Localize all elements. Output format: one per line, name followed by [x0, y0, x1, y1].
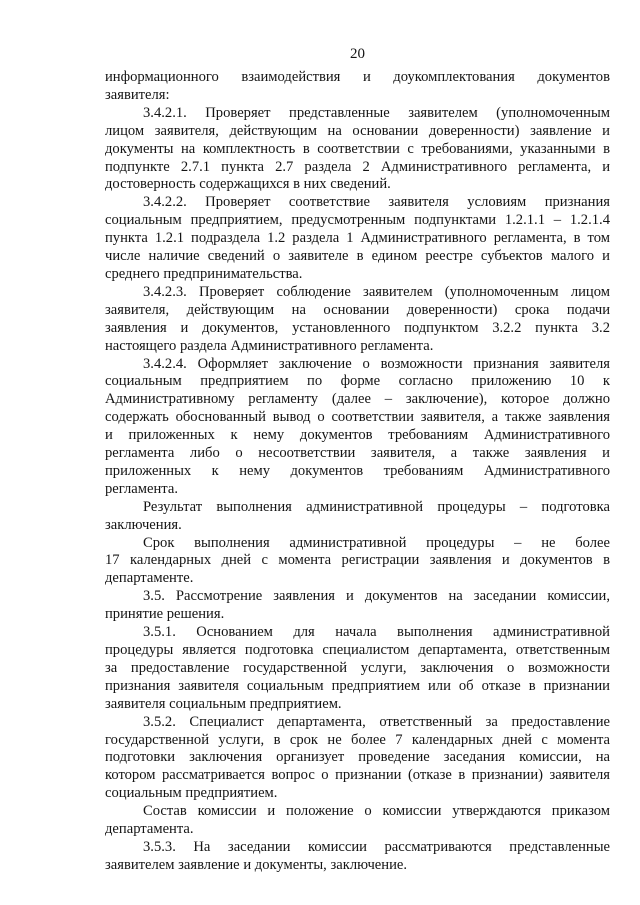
text-line: Срок выполнения административной процедуры – не более: [143, 534, 610, 551]
text-line: процедуры является подготовка специалистом департамента, ответственным: [105, 642, 610, 658]
text-line: документы на комплектность в соответствии с требованиями, указанными в: [105, 140, 610, 157]
paragraph: [105, 535, 610, 589]
text-line: социальным предприятием по форме согласно приложению 10 к: [105, 373, 610, 390]
paragraph: [105, 803, 610, 839]
text-line: числе наличие сведений о заявителе в едином реестре субъектов малого и: [105, 248, 610, 265]
text-line: регламента либо о несоответствии заявителя, а также заявления и: [105, 445, 610, 462]
text-line: за предоставление государственной услуги, заключения о возможности: [105, 659, 610, 676]
text-line: Результат выполнения административной процедуры – подготовка: [143, 498, 610, 515]
text-line: 3.4.2.4. Оформляет заключение о возможности признания заявителя: [143, 355, 610, 372]
text-line: заявителя, действующим на основании доверенности) срока подачи: [105, 301, 610, 318]
text-line: 3.4.2.1. Проверяет представленные заявителем (уполномоченным: [143, 104, 610, 121]
paragraph: [105, 69, 610, 105]
paragraph: [105, 356, 610, 499]
paragraph: [105, 284, 610, 356]
text-line: департамента.: [105, 821, 194, 838]
text-line: 3.5. Рассмотрение заявления и документов на заседании комиссии,: [143, 588, 610, 605]
text-line: и приложенных к нему документов требованиям Административного: [105, 427, 610, 444]
text-line: 17 календарных дней с момента регистрации заявления и документов в: [105, 552, 610, 569]
text-line: социальным предприятием, предусмотренным подпунктами 1.2.1.1 – 1.2.1.4: [105, 212, 610, 229]
text-line: среднего предпринимательства.: [105, 265, 303, 282]
paragraph: [105, 588, 610, 624]
text-line: информационного взаимодействия и доукомплектования документов: [105, 69, 610, 85]
text-line: регламента.: [105, 480, 178, 497]
text-line: департаменте.: [105, 570, 194, 587]
text-line: признания заявителя социальным предприятием или об отказе в признании: [105, 677, 610, 694]
text-line: подпункте 2.7.1 пункта 2.7 раздела 2 Административного регламента, и: [105, 158, 610, 175]
text-line: заключения.: [105, 516, 182, 533]
text-line: 3.4.2.2. Проверяет соответствие заявителя условиям признания: [143, 194, 610, 211]
page-number: 20: [350, 46, 365, 62]
text-line: принятие решения.: [105, 606, 225, 623]
text-line: Административному регламенту (далее – заключение), которое должно: [105, 391, 610, 408]
text-line: достоверность содержащихся в них сведений.: [105, 176, 391, 193]
paragraph: [105, 194, 610, 284]
paragraph: [105, 714, 610, 804]
text-line: настоящего раздела Административного регламента.: [105, 337, 434, 354]
body-text: [105, 69, 610, 875]
text-line: 3.4.2.3. Проверяет соблюдение заявителем (уполномоченным лицом: [143, 283, 610, 300]
text-line: содержать обоснованный вывод о соответствии заявителя, а также заявления: [105, 409, 610, 426]
text-line: заявителя социальным предприятием.: [105, 695, 342, 712]
text-line: заявления и документов, установленного подпунктом 3.2.2 пункта 3.2: [105, 319, 610, 336]
paragraph: [105, 499, 610, 535]
paragraph: [105, 105, 610, 195]
text-line: пункта 1.2.1 подраздела 1.2 раздела 1 Административного регламента, в том: [105, 230, 610, 247]
text-line: 3.5.3. На заседании комиссии рассматриваются представленные: [143, 838, 610, 855]
text-line: лицом заявителя, действующим на основании доверенности) заявление и: [105, 122, 610, 139]
text-line: заявителем заявление и документы, заключение.: [105, 856, 408, 873]
text-line: 3.5.1. Основанием для начала выполнения административной: [143, 624, 610, 641]
text-line: приложенных к нему документов требованиям Административного: [105, 462, 610, 479]
text-line: социальным предприятием.: [105, 785, 278, 802]
text-line: Состав комиссии и положение о комиссии утверждаются приказом: [143, 803, 610, 820]
paragraph: [105, 839, 610, 875]
text-line: государственной услуги, в срок не более 7 календарных дней с момента: [105, 731, 610, 748]
text-line: 3.5.2. Специалист департамента, ответственный за предоставление: [143, 713, 610, 730]
text-line: подготовки заключения организует проведение заседания комиссии, на: [105, 749, 610, 766]
text-line: котором рассматривается вопрос о признании (отказе в признании) заявителя: [105, 767, 610, 784]
text-line: заявителя:: [105, 86, 170, 103]
paragraph: [105, 624, 610, 714]
